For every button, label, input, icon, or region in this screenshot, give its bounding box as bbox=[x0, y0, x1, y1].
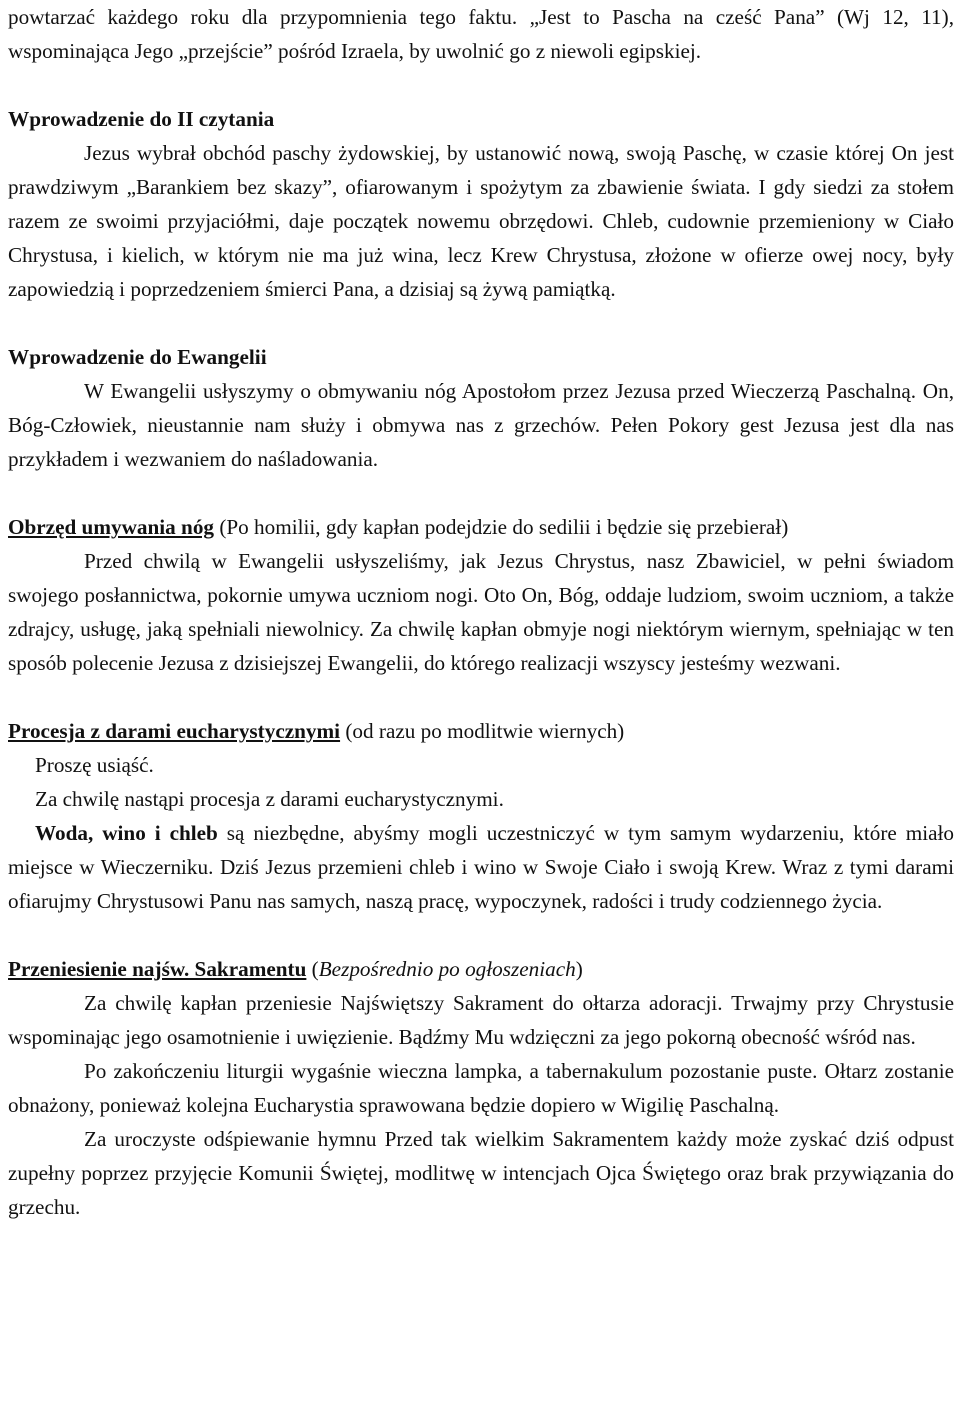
reading2-paragraph: Jezus wybrał obchód paschy żydowskiej, by ustanowić nową, swoją Paschę, w czasie której On jest prawdziwym „Barankiem bez skazy”, ofiarowanym i spożytym za zbawienie świata. I gdy siedzi za stołem razem ze swoimi przyjaciółmi, daje początek nowemu obrzędowi. Chleb, cudownie przemieniony w Ciało Chrystusa, i kielich, w którym nie ma już wina, lecz Krew Chrystusa, złożone w ofierze owej nocy, były zapowiedzią i poprzedzeniem śmierci Pana, a dzisiaj są żywą pamiątką. bbox=[8, 141, 954, 301]
gospel-heading bbox=[8, 340, 954, 374]
spacer bbox=[8, 918, 954, 952]
procession-line-2: Za chwilę nastąpi procesja z darami eucharystycznymi. bbox=[35, 787, 504, 811]
washing-paragraph: Przed chwilą w Ewangelii usłyszeliśmy, jak Jezus Chrystus, nasz Zbawiciel, w pełni świadom swojego posłannictwa, pokornie umywa uczniom nogi. Oto On, Bóg, oddaje ludziom, swoim uczniom, a także zdrajcy, usługę, jaką spełniali niewolnicy. Za chwilę kapłan obmyje nogi niektórym wiernym, spełniając w ten sposób polecenie Jezusa z dzisiejszej Ewangelii, do którego realizacji wszyscy jesteśmy wezwani. bbox=[8, 549, 954, 675]
procession-heading bbox=[8, 714, 954, 748]
transfer-paragraph-2: Po zakończeniu liturgii wygaśnie wieczna lampka, a tabernakulum pozostanie puste. Ołtarz zostanie obnażony, ponieważ kolejna Eucharystia sprawowana będzie dopiero w Wigilię Paschalną. bbox=[8, 1059, 954, 1117]
transfer-heading-italic: Bezpośrednio po ogłoszeniach bbox=[318, 957, 576, 981]
transfer-paragraph-1: Za chwilę kapłan przeniesie Najświętszy Sakrament do ołtarza adoracji. Trwajmy przy Chrystusie wspominając jego osamotnienie i uwięzienie. Bądźmy Mu wdzięczni za jego pokorną obecność wśród nas. bbox=[8, 991, 954, 1049]
transfer-paragraph-3: Za uroczyste odśpiewanie hymnu Przed tak wielkim Sakramentem każdy może zyskać dziś odpust zupełny poprzez przyjęcie Komunii Świętej, modlitwę w intencjach Ojca Świętego oraz brak przywiązania do grzechu. bbox=[8, 1127, 954, 1219]
procession-line-1: Proszę usiąść. bbox=[35, 753, 154, 777]
gospel-paragraph: W Ewangelii usłyszymy o obmywaniu nóg Apostołom przez Jezusa przed Wieczerzą Paschalną. On, Bóg-Człowiek, nieustannie nam służy i obmywa nas z grzechów. Pełen Pokory gest Jezusa jest dla nas przykładem i wezwaniem do naśladowania. bbox=[8, 379, 954, 471]
spacer bbox=[8, 306, 954, 340]
spacer bbox=[8, 680, 954, 714]
transfer-heading-bold: Przeniesienie najśw. Sakramentu bbox=[8, 957, 307, 981]
reading2-heading bbox=[8, 102, 954, 136]
procession-heading-bold: Procesja z darami eucharystycznymi bbox=[8, 719, 341, 743]
transfer-heading-close: ) bbox=[575, 957, 583, 981]
washing-heading-note: (Po homilii, gdy kapłan podejdzie do sedilii i będzie się przebierał) bbox=[214, 515, 789, 539]
procession-heading-note: (od razu po modlitwie wiernych) bbox=[340, 719, 625, 743]
procession-paragraph bbox=[8, 816, 954, 918]
intro-paragraph: powtarzać każdego roku dla przypomnienia tego faktu. „Jest to Pascha na cześć Pana” (Wj 12, 11), wspominająca Jego „przejście” pośród Izraela, by uwolnić go z niewoli egipskiej. bbox=[8, 5, 954, 63]
gospel-heading-text: Wprowadzenie do Ewangelii bbox=[8, 345, 267, 369]
washing-heading-bold: Obrzęd umywania nóg bbox=[8, 515, 215, 539]
transfer-heading-open: ( bbox=[306, 957, 319, 981]
transfer-heading bbox=[8, 952, 954, 986]
spacer bbox=[8, 68, 954, 102]
washing-heading bbox=[8, 510, 954, 544]
procession-paragraph-bold: Woda, wino i chleb bbox=[35, 821, 218, 845]
reading2-heading-text: Wprowadzenie do II czytania bbox=[8, 107, 275, 131]
spacer bbox=[8, 476, 954, 510]
procession-paragraph-rest: są niezbędne, abyśmy mogli uczestniczyć w tym samym wydarzeniu, które miało miejsce w Wieczerniku. Dziś Jezus przemieni chleb i wino w Swoje Ciało i swoją Krew. Wraz z tymi darami ofiarujmy Chrystusowi Panu nas samych, naszą pracę, wypoczynek, radości i trudy codziennego życia. bbox=[8, 821, 955, 913]
